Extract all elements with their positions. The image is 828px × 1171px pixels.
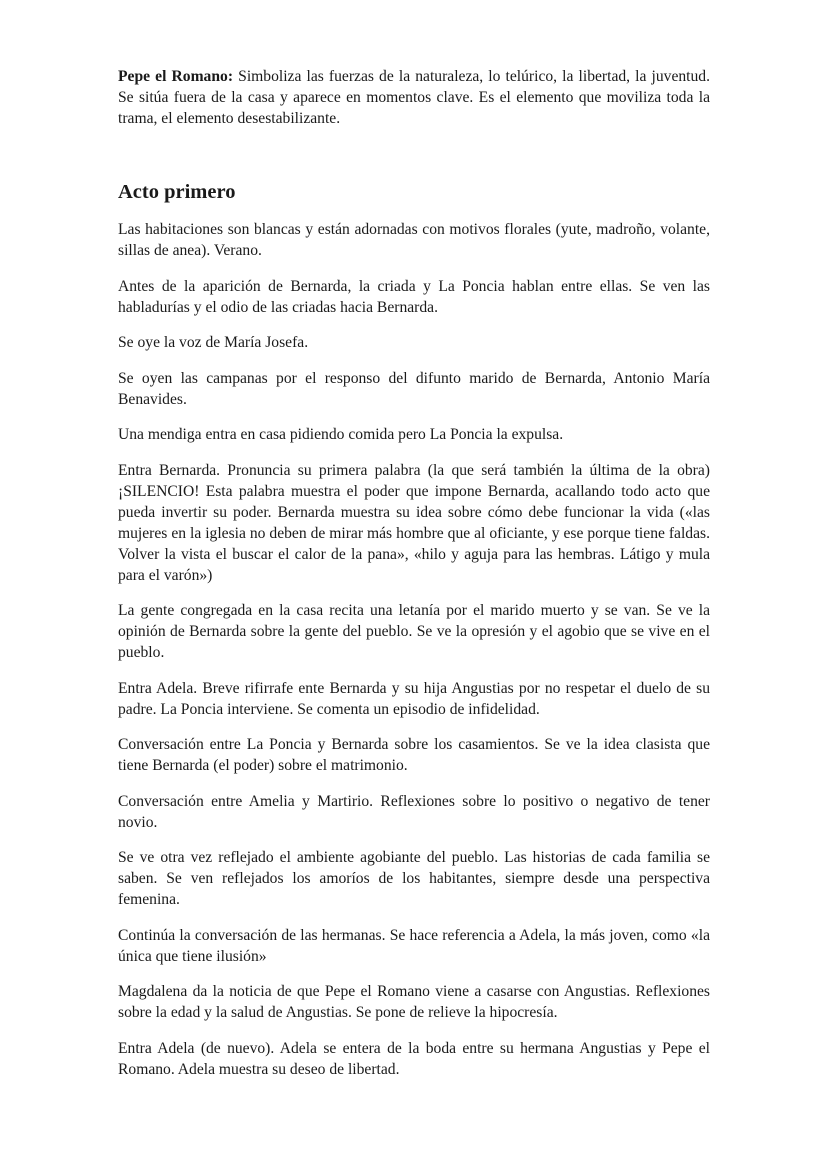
paragraph: Una mendiga entra en casa pidiendo comida pero La Poncia la expulsa. (118, 426, 564, 443)
paragraph: Se ve otra vez reflejado el ambiente agobiante del pueblo. Las historias de cada familia se saben. Se ven reflejados los amoríos de los habitantes, siempre desde una perspectiva femenina. (118, 849, 710, 908)
paragraph: Antes de la aparición de Bernarda, la criada y La Poncia hablan entre ellas. Se ven las habladurías y el odio de las criadas hacia Bernarda. (118, 277, 710, 316)
document-page (118, 66, 710, 1094)
paragraph: Entra Adela (de nuevo). Adela se entera de la boda entre su hermana Angustias y Pepe el Romano. Adela muestra su deseo de libertad. (118, 1039, 710, 1078)
paragraph: Entra Bernarda. Pronuncia su primera palabra (la que será también la última de la obra) ¡SILENCIO! Esta palabra muestra el poder que impone Bernarda, acallando todo acto que pueda invertir su poder. Bernarda muestra su idea sobre cómo debe funcionar la vida («las mujeres en la iglesia no deben de mirar más hombre que al oficiante, y ese porque tiene faldas. Volver la vista el buscar el calor de la pana», «hilo y aguja para las hembras. Látigo y mula para el varón») (118, 461, 710, 584)
paragraph: Se oyen las campanas por el responso del difunto marido de Bernarda, Antonio María Benavides. (118, 369, 710, 408)
paragraph: Se oye la voz de María Josefa. (118, 334, 309, 351)
section-heading: Acto primero (118, 181, 236, 203)
paragraph: Conversación entre Amelia y Martirio. Reflexiones sobre lo positivo o negativo de tener novio. (118, 792, 710, 831)
paragraph: Continúa la conversación de las hermanas. Se hace referencia a Adela, la más joven, como «la única que tiene ilusión» (118, 926, 710, 965)
paragraph: Magdalena da la noticia de que Pepe el Romano viene a casarse con Angustias. Reflexiones sobre la edad y la salud de Angustias. Se pone de relieve la hipocresía. (118, 983, 710, 1021)
intro-text: Simboliza las fuerzas de la naturaleza, lo telúrico, la libertad, la juventud. Se sitúa fuera de la casa y aparece en momentos clave. Es el elemento que moviliza toda la trama, el elemento desestabilizante. (118, 68, 710, 127)
paragraph: Las habitaciones son blancas y están adornadas con motivos florales (yute, madroño, volante, sillas de anea). Verano. (118, 221, 710, 259)
paragraph: Entra Adela. Breve rifirrafe ente Bernarda y su hija Angustias por no respetar el duelo de su padre. La Poncia interviene. Se comenta un episodio de infidelidad. (118, 679, 710, 718)
paragraph: Conversación entre La Poncia y Bernarda sobre los casamientos. Se ve la idea clasista que tiene Bernarda (el poder) sobre el matrimonio. (118, 736, 710, 774)
paragraph: La gente congregada en la casa recita una letanía por el marido muerto y se van. Se ve la opinión de Bernarda sobre la gente del pueblo. Se ve la opresión y el agobio que se vive en el pueblo. (118, 602, 710, 661)
intro-paragraph (118, 66, 710, 129)
intro-term: Pepe el Romano: (118, 68, 234, 85)
